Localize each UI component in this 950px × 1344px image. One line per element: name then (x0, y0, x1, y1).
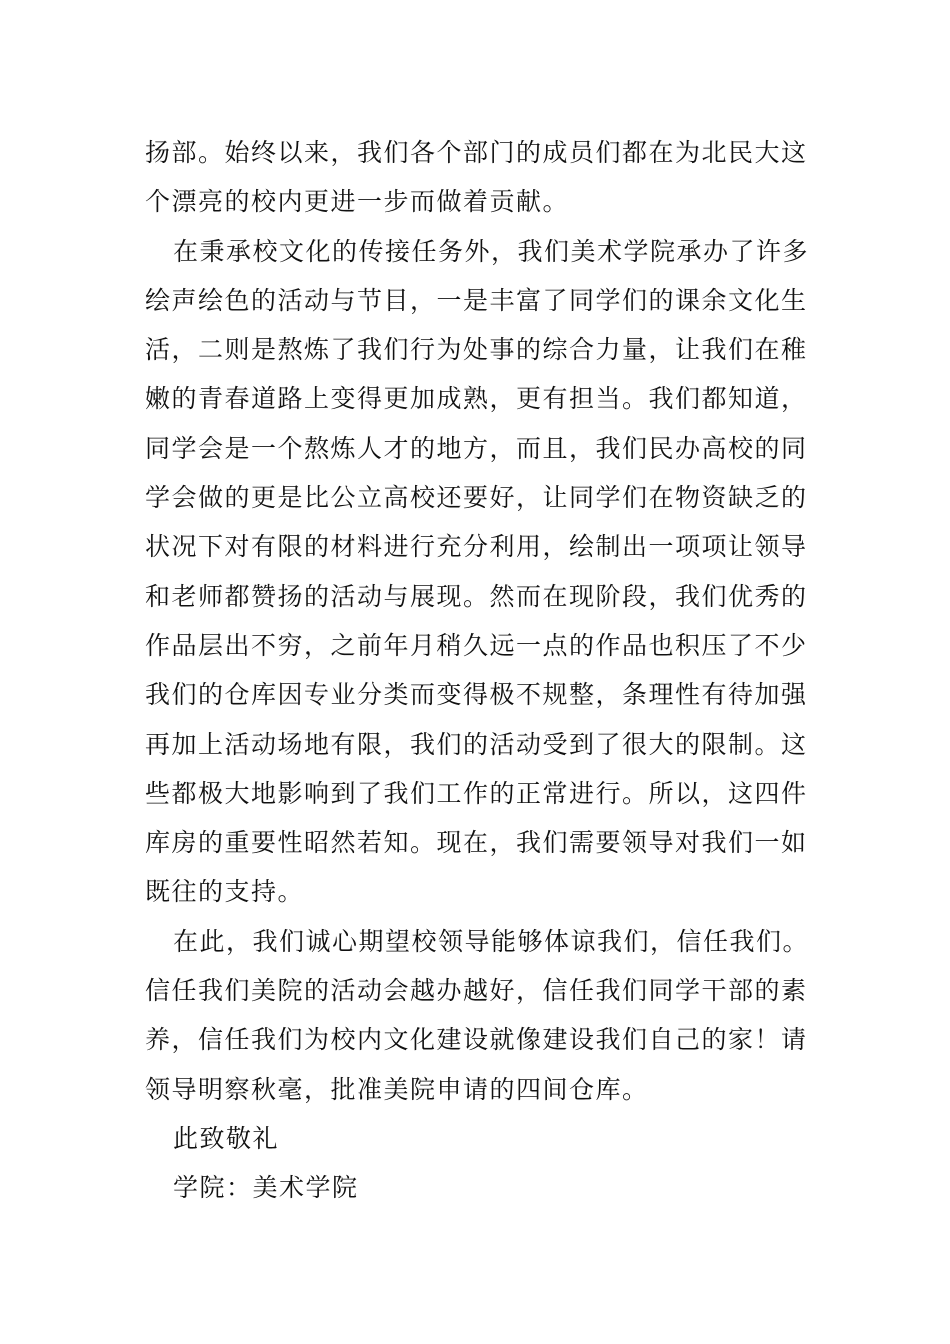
text-line: 和老师都赞扬的活动与展现。然而在现阶段，我们优秀的 (145, 581, 808, 611)
text-line: 既往的支持。 (145, 877, 305, 907)
paragraph-3 (145, 917, 810, 1114)
text-line: 再加上活动场地有限，我们的活动受到了很大的限制。这 (145, 729, 808, 759)
text-line: 嫩的青春道路上变得更加成熟，更有担当。我们都知道， (145, 384, 808, 414)
text-line: 养，信任我们为校内文化建设就像建设我们自己的家！请 (145, 1025, 808, 1055)
text-line: 作品层出不穷，之前年月稍久远一点的作品也积压了不少 (145, 630, 808, 660)
text-line: 信任我们美院的活动会越办越好，信任我们同学干部的素 (145, 976, 808, 1006)
text-line: 我们的仓库因专业分类而变得极不规整，条理性有待加强 (145, 680, 808, 710)
text-line: 领导明察秋毫，批准美院申请的四间仓库。 (145, 1074, 649, 1104)
text-line: 学会做的更是比公立高校还要好，让同学们在物资缺乏的 (145, 483, 808, 513)
paragraph-2 (145, 227, 810, 917)
closing (145, 1114, 805, 1213)
text-line: 在秉承校文化的传接任务外，我们美术学院承办了许多 (173, 236, 810, 266)
text-line: 库房的重要性昭然若知。现在，我们需要领导对我们一如 (145, 828, 808, 858)
text-line: 在此，我们诚心期望校领导能够体谅我们，信任我们。 (173, 926, 810, 956)
letter-body (145, 128, 810, 1213)
text-line: 状况下对有限的材料进行充分利用，绘制出一项项让领导 (145, 532, 808, 562)
text-line: 同学会是一个熬炼人才的地方，而且，我们民办高校的同 (145, 433, 808, 463)
text-line: 扬部。始终以来，我们各个部门的成员们都在为北民大这 (145, 138, 808, 167)
signature-college: 学院：美术学院 (173, 1173, 359, 1203)
text-line: 绘声绘色的活动与节目，一是丰富了同学们的课余文化生 (145, 285, 808, 315)
text-line: 活，二则是熬炼了我们行为处事的综合力量，让我们在稚 (145, 335, 808, 365)
text-line: 些都极大地影响到了我们工作的正常进行。所以，这四件 (145, 778, 808, 808)
closing-salutation: 此致敬礼 (173, 1123, 280, 1153)
paragraph-1 (145, 128, 808, 227)
text-line: 个漂亮的校内更进一步而做着贡献。 (145, 187, 570, 217)
